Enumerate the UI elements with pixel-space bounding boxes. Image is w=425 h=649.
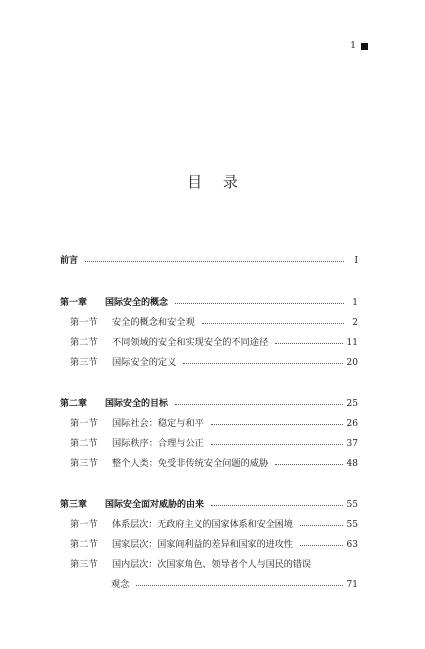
section-2-3-label: 第三节 (70, 458, 98, 469)
section-2-1-title: 国际社会：稳定与和平 (112, 418, 204, 429)
section-2-2-page-number: 37 (346, 439, 358, 449)
section-1-1-title: 安全的概念和安全观 (112, 317, 195, 328)
toc-section-2-1-entry (60, 414, 358, 434)
dot-leader (275, 342, 342, 344)
table-of-contents (60, 251, 358, 595)
page-title: 目 录 (187, 173, 246, 192)
dot-leader (275, 463, 342, 465)
dot-leader (175, 403, 343, 405)
toc-gap (60, 474, 358, 495)
section-3-2-title: 国家层次：国家间利益的差异和国家的进攻性 (112, 539, 293, 550)
dot-leader (211, 423, 343, 425)
dot-leader (175, 302, 344, 304)
chapter-2-label: 第二章 (60, 399, 88, 409)
dot-leader (211, 443, 343, 445)
toc-chapter-2-entry (60, 394, 358, 414)
dot-leader (300, 524, 343, 526)
section-3-3-page-number: 71 (346, 580, 358, 590)
toc-section-2-2-entry (60, 434, 358, 454)
chapter-2-page-number: 25 (346, 399, 358, 409)
toc-gap (60, 373, 358, 394)
chapter-1-label: 第一章 (60, 298, 88, 308)
chapter-1-page-number: 1 (352, 298, 358, 308)
toc-chapter-1-entry (60, 293, 358, 313)
toc-section-3-3-continuation (60, 575, 358, 595)
section-1-2-page-number: 11 (346, 338, 358, 348)
chapter-3-page-number: 55 (346, 500, 358, 510)
section-3-3-title: 国内层次：次国家角色、领导者个人与国民的错误 (112, 559, 311, 570)
toc-section-3-2-entry (60, 535, 358, 555)
section-3-1-label: 第一节 (70, 519, 98, 530)
dot-leader (202, 322, 344, 324)
section-3-3-title-continuation: 观念 (111, 579, 130, 590)
toc-section-1-1-entry (60, 313, 358, 333)
dot-leader (183, 362, 342, 364)
section-2-1-label: 第一节 (70, 418, 98, 429)
section-1-3-page-number: 20 (346, 358, 358, 368)
chapter-3-label: 第三章 (60, 500, 88, 510)
preface-page-number: I (354, 256, 358, 266)
section-1-3-label: 第三节 (70, 357, 98, 368)
section-1-1-page-number: 2 (352, 318, 358, 328)
toc-section-3-3-entry (60, 555, 358, 575)
preface-title: 前言 (60, 256, 79, 266)
toc-chapter-3-entry (60, 495, 358, 515)
toc-section-1-3-entry (60, 353, 358, 373)
toc-section-3-1-entry (60, 515, 358, 535)
section-1-2-label: 第二节 (70, 337, 98, 348)
chapter-3-title: 国际安全面对威胁的由来 (105, 500, 205, 510)
section-2-2-label: 第二节 (70, 438, 98, 449)
dot-leader (85, 260, 344, 262)
chapter-1-title: 国际安全的概念 (105, 298, 169, 308)
section-2-2-title: 国际秩序：合理与公正 (112, 438, 204, 449)
chapter-2-title: 国际安全的目标 (105, 399, 169, 409)
dot-leader (300, 544, 343, 546)
toc-section-2-3-entry (60, 454, 358, 474)
toc-section-1-2-entry (60, 333, 358, 353)
section-1-2-title: 不同领域的安全和实现安全的不同途径 (112, 337, 269, 348)
dot-leader (136, 584, 342, 586)
section-3-1-title: 体系层次：无政府主义的国家体系和安全困境 (112, 519, 293, 530)
section-2-3-title: 整个人类：免受非传统安全问题的威胁 (112, 458, 269, 469)
section-3-3-label: 第三节 (70, 559, 98, 570)
black-square-icon (361, 43, 368, 50)
toc-gap (60, 271, 358, 293)
section-3-2-label: 第二节 (70, 539, 98, 550)
section-3-2-page-number: 63 (346, 540, 358, 550)
section-2-3-page-number: 48 (346, 459, 358, 469)
section-1-3-title: 国际安全的定义 (112, 357, 177, 368)
running-page-header (350, 42, 368, 51)
dot-leader (211, 504, 343, 506)
section-1-1-label: 第一节 (70, 317, 98, 328)
header-page-number: 1 (350, 41, 356, 51)
toc-preface-entry (60, 251, 358, 271)
section-2-1-page-number: 26 (346, 419, 358, 429)
section-3-1-page-number: 55 (346, 520, 358, 530)
